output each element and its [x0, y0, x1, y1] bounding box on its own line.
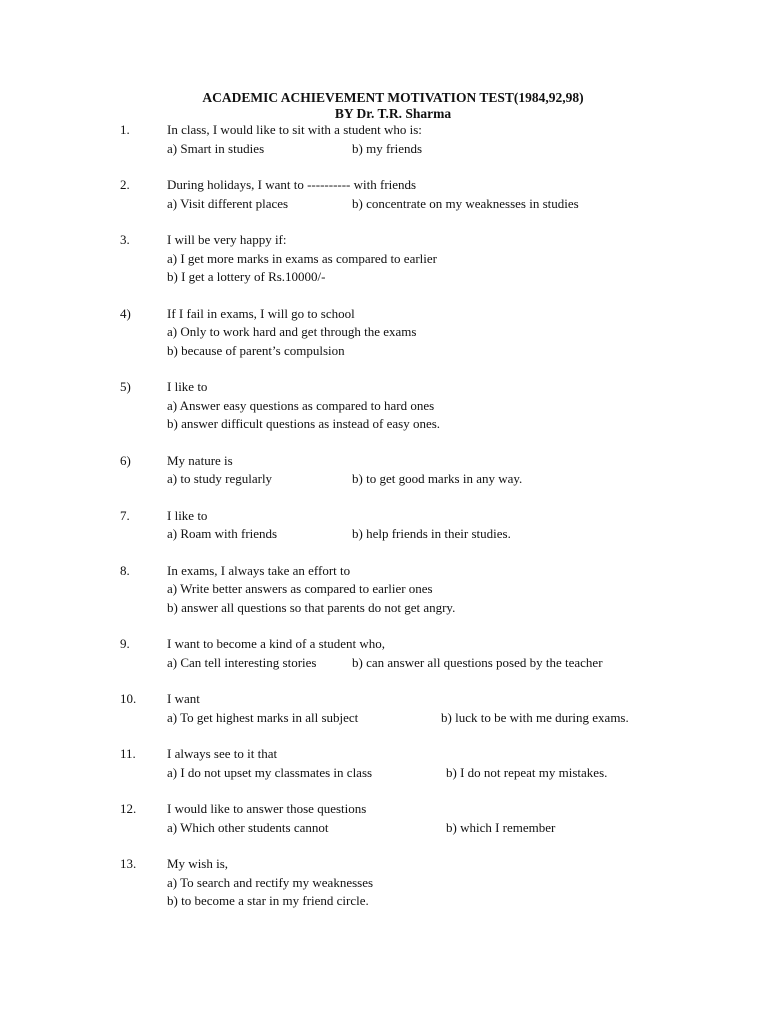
- question-number: 13.: [120, 856, 137, 871]
- option-b: b) I do not repeat my mistakes.: [446, 764, 608, 780]
- option-a: a) Roam with friends: [167, 526, 278, 541]
- option-b: b) answer all questions so that parents do not get angry.: [167, 599, 456, 615]
- option-b: b) because of parent’s compulsion: [167, 342, 345, 358]
- option-a: a) Only to work hard and get through the exams: [167, 324, 417, 339]
- question-text: In exams, I always take an effort to: [167, 562, 351, 578]
- question-text: I want to become a kind of a student who,: [167, 636, 386, 651]
- option-a: a) To search and rectify my weaknesses: [167, 874, 374, 890]
- option-a: a) Can tell interesting stories: [167, 654, 317, 670]
- question-item: [0, 176, 768, 213]
- question-text: I like to: [167, 507, 208, 523]
- question-number: 11.: [120, 746, 136, 761]
- option-a: a) Write better answers as compared to earlier ones: [167, 581, 433, 596]
- option-b: b) which I remember: [446, 819, 556, 835]
- question-item: [0, 800, 768, 837]
- question-number: 3.: [120, 232, 130, 247]
- question-text: I like to: [167, 379, 208, 394]
- question-item: [0, 507, 768, 544]
- option-a: a) Answer easy questions as compared to hard ones: [167, 397, 435, 413]
- question-number: 7.: [120, 507, 130, 523]
- option-b: b) to become a star in my friend circle.: [167, 893, 369, 908]
- option-b: b) to get good marks in any way.: [352, 471, 523, 486]
- question-text: In class, I would like to sit with a student who is:: [167, 122, 422, 137]
- option-b: b) I get a lottery of Rs.10000/-: [167, 269, 326, 284]
- question-text: I will be very happy if:: [167, 232, 287, 247]
- question-text: I want: [167, 691, 200, 706]
- question-item: [0, 855, 768, 911]
- question-text: I always see to it that: [167, 746, 278, 761]
- question-item: [0, 121, 768, 158]
- question-number: 4): [120, 305, 131, 321]
- question-item: [0, 305, 768, 361]
- option-a: a) Smart in studies: [167, 140, 265, 156]
- question-item: [0, 378, 768, 434]
- option-a: a) To get highest marks in all subject: [167, 709, 359, 725]
- question-item: [0, 231, 768, 287]
- question-number: 2.: [120, 177, 130, 192]
- question-number: 5): [120, 379, 131, 394]
- option-b: b) answer difficult questions as instead of easy ones.: [167, 416, 441, 431]
- option-b: b) help friends in their studies.: [352, 526, 511, 541]
- question-text: If I fail in exams, I will go to school: [167, 305, 355, 321]
- question-list: [0, 121, 768, 911]
- question-item: [0, 562, 768, 618]
- option-b: b) can answer all questions posed by the teacher: [352, 654, 603, 670]
- question-text: During holidays, I want to ---------- with friends: [167, 177, 417, 192]
- question-number: 1.: [120, 122, 130, 137]
- option-b: b) luck to be with me during exams.: [441, 709, 629, 725]
- question-number: 9.: [120, 636, 130, 651]
- question-text: My wish is,: [167, 856, 229, 871]
- question-text: My nature is: [167, 452, 233, 468]
- question-item: [0, 745, 768, 782]
- question-item: [0, 452, 768, 489]
- question-item: [0, 635, 768, 672]
- question-number: 10.: [120, 691, 137, 706]
- question-number: 12.: [120, 801, 137, 816]
- option-b: b) concentrate on my weaknesses in studies: [352, 195, 579, 211]
- page-title: ACADEMIC ACHIEVEMENT MOTIVATION TEST(1984,92,98): [202, 90, 584, 105]
- question-item: [0, 690, 768, 727]
- option-a: a) Visit different places: [167, 195, 289, 211]
- question-text: I would like to answer those questions: [167, 801, 367, 816]
- question-number: 8.: [120, 562, 130, 578]
- option-a: a) I do not upset my classmates in class: [167, 764, 373, 780]
- author-line: BY Dr. T.R. Sharma: [334, 106, 452, 121]
- option-a: a) Which other students cannot: [167, 819, 329, 835]
- option-b: b) my friends: [352, 140, 423, 156]
- option-a: a) I get more marks in exams as compared to earlier: [167, 250, 437, 266]
- option-a: a) to study regularly: [167, 471, 273, 486]
- question-number: 6): [120, 452, 131, 468]
